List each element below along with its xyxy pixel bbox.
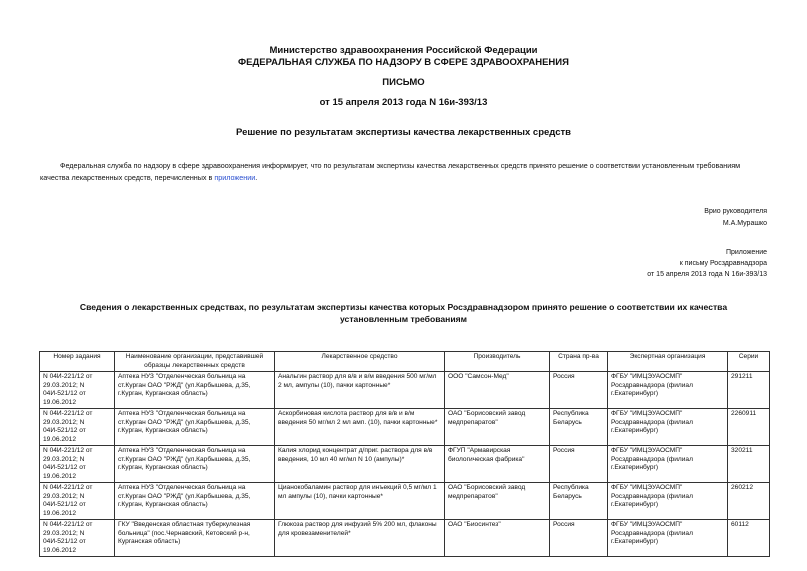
col-header-task-number: Номер задания xyxy=(40,352,115,372)
cell-organization: Аптека НУЗ "Отделенческая больница на ст.Курган ОАО "РЖД" (ул.Карбышева, д.35, г.Курган, Курганская область) xyxy=(115,483,275,520)
table-title: Сведения о лекарственных средствах, по результатам экспертизы качества которых Росздравнадзором принято решение о соответствии их качества xyxy=(79,302,728,312)
document-subject: Решение по результатам экспертизы качества лекарственных средств xyxy=(236,127,571,138)
cell-medicine: Цианокобаламин раствор для инъекций 0,5 мг/мл 1 мл ампулы (10), пачки картонные* xyxy=(275,483,445,520)
cell-expert-org: ФГБУ "ИМЦЭУАОСМП" Росздравнадзора (филиал г.Екатеринбург) xyxy=(608,446,728,483)
appendix-label: Приложение xyxy=(725,249,767,256)
cell-manufacturer: ФГУП "Армавирская биологическая фабрика" xyxy=(445,446,550,483)
table-header-row xyxy=(40,352,770,372)
appendix-letter-ref: к письму Росздравнадзора xyxy=(679,260,767,267)
cell-task-number: N 04И-221/12 от 29.03.2012; N 04И-521/12 от 19.06.2012 xyxy=(40,446,115,483)
document-type: ПИСЬМО xyxy=(382,77,425,88)
cell-expert-org: ФГБУ "ИМЦЭУАОСМП" Росздравнадзора (филиал г.Екатеринбург) xyxy=(608,372,728,409)
table-row xyxy=(40,483,770,520)
cell-series: 291211 xyxy=(728,372,770,409)
appendix-date: от 15 апреля 2013 года N 16и-393/13 xyxy=(647,271,767,278)
appendix-link[interactable]: приложении xyxy=(214,173,256,182)
cell-manufacturer: ОАО "Борисовский завод медпрепаратов" xyxy=(445,483,550,520)
cell-medicine: Калия хлорид концентрат д/приг. раствора для в/в введения, 10 мл 40 мг/мл N 10 (ампулы)* xyxy=(275,446,445,483)
signature-position: Врио руководителя xyxy=(704,208,767,215)
service-title: ФЕДЕРАЛЬНАЯ СЛУЖБА ПО НАДЗОРУ В СФЕРЕ ЗДРАВООХРАНЕНИЯ xyxy=(238,57,569,68)
cell-organization: Аптека НУЗ "Отделенческая больница на ст.Курган ОАО "РЖД" (ул.Карбышева, д.35, г.Курган, Курганская область) xyxy=(115,409,275,446)
cell-task-number: N 04И-221/12 от 29.03.2012; N 04И-521/12 от 19.06.2012 xyxy=(40,483,115,520)
cell-organization: ГКУ "Введенская областная туберкулезная больница" (пос.Чернавский, Кетовский р-н, Курганская область) xyxy=(115,520,275,557)
cell-country: Россия xyxy=(550,446,608,483)
col-header-expert-org: Экспертная организация xyxy=(608,352,728,372)
cell-series: 2260911 xyxy=(728,409,770,446)
cell-country: Россия xyxy=(550,520,608,557)
cell-medicine: Аскорбиновая кислота раствор для в/в и в/м введения 50 мг/мл 2 мл амп. (10), пачки картонные* xyxy=(275,409,445,446)
cell-expert-org: ФГБУ "ИМЦЭУАОСМП" Росздравнадзора (филиал г.Екатеринбург) xyxy=(608,409,728,446)
cell-expert-org: ФГБУ "ИМЦЭУАОСМП" Росздравнадзора (филиал г.Екатеринбург) xyxy=(608,520,728,557)
cell-manufacturer: ООО "Самсон-Мед" xyxy=(445,372,550,409)
ministry-title: Министерство здравоохранения Российской Федерации xyxy=(269,45,538,56)
signature-name: М.А.Мурашко xyxy=(722,220,767,227)
intro-end: . xyxy=(255,173,258,182)
cell-organization: Аптека НУЗ "Отделенческая больница на ст.Курган ОАО "РЖД" (ул.Карбышева, д.35, г.Курган, Курганская область) xyxy=(115,446,275,483)
table-title-line2: установленным требованиям xyxy=(339,314,467,324)
cell-medicine: Глюкоза раствор для инфузий 5% 200 мл, флаконы для кровезаменителей* xyxy=(275,520,445,557)
cell-task-number: N 04И-221/12 от 29.03.2012; N 04И-521/12 от 19.06.2012 xyxy=(40,372,115,409)
table-row xyxy=(40,372,770,409)
cell-manufacturer: ОАО "Борисовский завод медпрепаратов" xyxy=(445,409,550,446)
cell-series: 60112 xyxy=(728,520,770,557)
cell-manufacturer: ОАО "Биосинтез" xyxy=(445,520,550,557)
cell-country: Республика Беларусь xyxy=(550,409,608,446)
cell-expert-org: ФГБУ "ИМЦЭУАОСМП" Росздравнадзора (филиал г.Екатеринбург) xyxy=(608,483,728,520)
intro-text: Федеральная служба по надзору в сфере здравоохранения информирует, что по результатам экспертизы качества лекарственных средств принято решение о соответствии установленным требованиям качества лекарственных средств, перечисленных в xyxy=(40,161,741,182)
col-header-country: Страна пр-ва xyxy=(550,352,608,372)
col-header-medicine: Лекарственное средство xyxy=(275,352,445,372)
col-header-manufacturer: Производитель xyxy=(445,352,550,372)
table-row xyxy=(40,446,770,483)
table-row xyxy=(40,520,770,557)
cell-series: 260212 xyxy=(728,483,770,520)
cell-country: Россия xyxy=(550,372,608,409)
col-header-series: Серии xyxy=(728,352,770,372)
col-header-organization: Наименование организации, представившей образцы лекарственных средств xyxy=(115,352,275,372)
medicines-table xyxy=(39,351,770,557)
cell-organization: Аптека НУЗ "Отделенческая больница на ст.Курган ОАО "РЖД" (ул.Карбышева, д.35, г.Курган, Курганская область) xyxy=(115,372,275,409)
cell-series: 320211 xyxy=(728,446,770,483)
document-date: от 15 апреля 2013 года N 16и-393/13 xyxy=(319,97,488,108)
cell-country: Республика Беларусь xyxy=(550,483,608,520)
cell-task-number: N 04И-221/12 от 29.03.2012; N 04И-521/12 от 19.06.2012 xyxy=(40,409,115,446)
table-row xyxy=(40,409,770,446)
cell-task-number: N 04И-221/12 от 29.03.2012; N 04И-521/12 от 19.06.2012 xyxy=(40,520,115,557)
cell-medicine: Анальгин раствор для в/в и в/м введения 500 мг/мл 2 мл, ампулы (10), пачки картонные* xyxy=(275,372,445,409)
intro-paragraph xyxy=(40,160,770,184)
